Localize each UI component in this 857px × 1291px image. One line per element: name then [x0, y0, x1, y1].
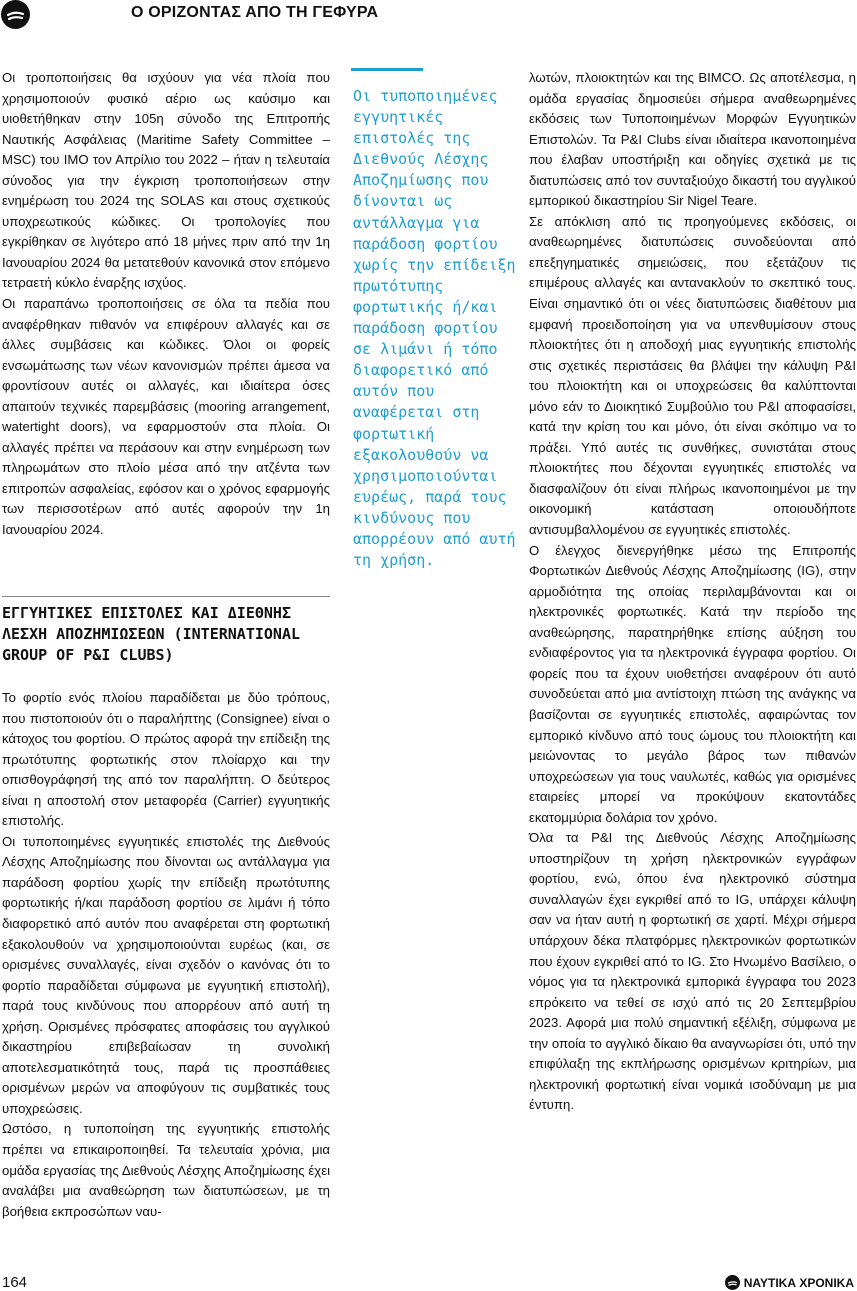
paragraph: Ο έλεγχος διενεργήθηκε μέσω της Επιτροπής Φορτωτικών Διεθνούς Λέσχης Αποζημίωσης (IG), στην αρμοδιότητα της οποίας περιλαμβάνονται και οι ηλεκτρονικές φορτωτικές. Κατά την περίοδο της αναθεώρησης, παρατηρήθηκε επίσης αύξηση του ενδιαφέροντος για τα ηλεκτρονικά έγγραφα φορτίου. Οι φορείς που τα έχουν υιοθετήσει αναφέρουν ότι αυτό συνοδεύεται από μια αντίστοιχη πτώση της ανάγκης να βασίζονται σε εγγυητικές επιστολές, αφαιρώντας τον εμπορικό κίνδυνο από τους ώμους του πλοιοκτήτη και μειώνοντας το μεγάλο βάρος των πιθανών υποχρεώσεων για τους ναυλωτές, καθώς για ορισμένες εταιρείες μπορεί να προκύψουν εκατοντάδες εκατομμύρια δολάρια τον χρόνο.: [529, 542, 856, 825]
left-column-bottom: [2, 688, 330, 1222]
brand-name: ΝΑΥΤΙΚΑ ΧΡΟΝΙΚΑ: [743, 1275, 854, 1290]
section-heading: ΕΓΓΥΗΤΙΚΕΣ ΕΠΙΣΤΟΛΕΣ ΚΑΙ ΔΙΕΘΝΗΣ ΛΕΣΧΗ ΑΠΟΖΗΜΙΩΣΕΩΝ (INTERNATIONAL GROUP OF P&I CLUBS): [2, 604, 301, 664]
pull-quote-accent-bar: [351, 68, 423, 71]
left-column-top: [2, 68, 330, 541]
paragraph: Όλα τα P&I της Διεθνούς Λέσχης Αποζημίωσης υποστηρίζουν τη χρήση ηλεκτρονικών εγγράφων φορτίου, ενώ, όπου ένα ηλεκτρονικό σύστημα συναλλαγών έχει εγκριθεί από το IG, υπάρχει κάλυψη σαν να ήταν αυτή η φορτωτική σε χαρτί. Μέχρι σήμερα υπάρχουν δέκα πλατφόρμες ηλεκτρονικών φορτωτικών που έχουν εγκριθεί από το IG. Στο Ηνωμένο Βασίλειο, ο νόμος για τα ηλεκτρονικά εμπορικά έγγραφα του 2023 επρόκειτο να τεθεί σε ισχύ από τις 20 Σεπτεμβρίου 2023. Αφορά μια πολύ σημαντική εξέλιξη, σύμφωνα με την οποία το αγγλικό δίκαιο θα αναγνωρίσει ότι, υπό την επιφύλαξη της εκπλήρωσης ορισμένων κριτηρίων, μια ηλεκτρονική φορτωτική είναι νομικά ισοδύναμη με μια έντυπη.: [529, 830, 856, 1113]
right-column: [529, 68, 856, 1116]
paragraph: Οι τροποποιήσεις θα ισχύουν για νέα πλοία που χρησιμοποιούν φυσικό αέριο ως καύσιμο και υιοθετήθηκαν στην 105η σύνοδο της Επιτροπής Ναυτικής Ασφάλειας (Maritime Safety Committee – MSC) του IMO τον Απρίλιο του 2022 – ήταν η τελευταία σύνοδος για την έγκριση τροποποιήσεων στην ενημέρωση του 2024 της SOLAS και στους σχετικούς υποχρεωτικούς κώδικες. Οι τροπολογίες που εγκρίθηκαν σε λιγότερο από 18 μήνες πριν από την 1η Ιανουαρίου 2024 θα μετατεθούν κανονικά στον επόμενο τετραετή κύκλο έναρξης ισχύος.: [2, 70, 330, 291]
brand-logo-icon: [725, 1275, 740, 1290]
footer-brand: [725, 1275, 854, 1290]
section-divider: [2, 596, 330, 597]
section-title: Ο ΟΡΙΖΟΝΤΑΣ ΑΠΟ ΤΗ ΓΕΦΥΡΑ: [131, 4, 379, 21]
paragraph: Οι παραπάνω τροποποιήσεις σε όλα τα πεδία που αναφέρθηκαν πιθανόν να επιφέρουν αλλαγές και σε άλλες συμβάσεις και κώδικες. Όλοι οι φορείς ενσωμάτωσης των νέων κανονισμών πρέπει άμεσα να φροντίσουν αυτές οι αλλαγές, και ιδιαίτερα όσες απαιτούν τεχνικές παρεμβάσεις (mooring arrangement, watertight doors), να εφαρμοστούν στα πλοία. Οι αλλαγές πρέπει να περάσουν και στην ενημέρωση των πληρωμάτων στο πλοίο μέσα από την ατζέντα των επιτροπών ασφαλείας, εφόσον και ο χρόνος εφαρμογής των περισσοτέρων από αυτές αφορούν την 1η Ιανουαρίου 2024.: [2, 296, 330, 538]
paragraph: Το φορτίο ενός πλοίου παραδίδεται με δύο τρόπους, που πιστοποιούν ότι ο παραλήπτης (Consignee) είναι ο κάτοχος του φορτίου. Ο πρώτος αφορά την επίδειξη της πρωτότυπης φορτωτικής στον πλοίαρχο και την οπισθογράφησή της από τον παραλήπτη. Ο δεύτερος είναι η αποστολή στον μεταφορέα (Carrier) εγγυητικής επιστολής.: [2, 690, 330, 829]
paragraph: Ωστόσο, η τυποποίηση της εγγυητικής επιστολής πρέπει να επικαιροποιηθεί. Τα τελευταία χρόνια, μια ομάδα εργασίας της Διεθνούς Λέσχης Αποζημίωσης έχει αναλάβει μια αναθεώρηση των διατυπώσεων, με τη βοήθεια εκπροσώπων ναυ-: [2, 1121, 330, 1219]
paragraph: Σε απόκλιση από τις προηγούμενες εκδόσεις, οι αναθεωρημένες διατυπώσεις συνοδεύονται από επεξηγηματικές σημειώσεις, που εξετάζουν τις επιμέρους αλλαγές και αντανακλούν το σκεπτικό τους. Είναι σημαντικό ότι οι νέες διατυπώσεις διαθέτουν μια εμφανή προειδοποίηση για να υπενθυμίσουν στους πλοιοκτήτες ότι η αποδοχή μιας εγγυητικής επιστολής στις σχετικές περιστάσεις θα βλάψει την κάλυψη P&I του πλοιοκτήτη και οι υποχρεώσεις θα καλύπτονται μόνο εάν το Διοικητικό Συμβούλιο του P&I αποφασίσει, κατά την κρίση του και μόνο, ότι είναι σκόπιμο να το πράξει. Υπό αυτές τις συνθήκες, συνιστάται στους πλοιοκτήτες που δέχονται εγγυητικές επιστολές να διασφαλίζουν ότι είναι πλήρως ικανοποιημένοι με την οικονομική κατάσταση οποιουδήποτε αντισυμβαλλομένου σε εγγυητικές επιστολές.: [529, 213, 856, 538]
publication-logo-icon: [1, 0, 30, 29]
pull-quote: Οι τυποποιημένες εγγυητικές επιστολές της Διεθνούς Λέσχης Αποζημίωσης που δίνονται ως αντάλλαγμα για παράδοση φορτίου χωρίς την επίδειξη πρωτότυπης φορτωτικής ή/και παράδοση φορτίου σε λιμάνι ή τόπο διαφορετικό από αυτόν που αναφέρεται στη φορτωτική εξακολουθούν να χρησιμοποιούνται ευρέως, παρά τους κινδύνους που απορρέουν από αυτή τη χρήση.: [353, 87, 516, 570]
page-number: 164: [2, 1274, 28, 1291]
paragraph: Οι τυποποιημένες εγγυητικές επιστολές της Διεθνούς Λέσχης Αποζημίωσης που δίνονται ως αντάλλαγμα για παράδοση φορτίου χωρίς την επίδειξη πρωτότυπης φορτωτικής ή/και παράδοση φορτίου σε λιμάνι ή τόπο διαφορετικό από αυτόν που αναφέρεται στη φορτωτική εξακολουθούν να χρησιμοποιούνται ευρέως (και, σε ορισμένες συναλλαγές, είναι σχεδόν ο κανόνας ότι το φορτίο παραδίδεται σύμφωνα με εγγυητική επιστολή), παρά τους κινδύνους που απορρέουν από αυτή τη χρήση. Ορισμένες πρόσφατες αποφάσεις του αγγλικού δικαστηρίου επιβεβαίωσαν τη συνολική αποτελεσματικότητά τους, παρά τις προσπάθειες ορισμένων μερών να αποφύγουν τις συμβατικές τους υποχρεώσεις.: [2, 833, 330, 1116]
paragraph: λωτών, πλοιοκτητών και της BIMCO. Ως αποτέλεσμα, η ομάδα εργασίας δημοσιεύει σήμερα αναθεωρημένες εκδόσεις των Τυποποιημένων Μορφών Εγγυητικών Επιστολών. Τα P&I Clubs είναι ιδιαίτερα ικανοποιημένα που έλαβαν υποστήριξη και οδηγίες σχετικά με τις διατυπώσεις από τον συνταξιούχο δικαστή του αγγλικού εμπορικού δικαστηρίου Sir Nigel Teare.: [529, 70, 856, 209]
